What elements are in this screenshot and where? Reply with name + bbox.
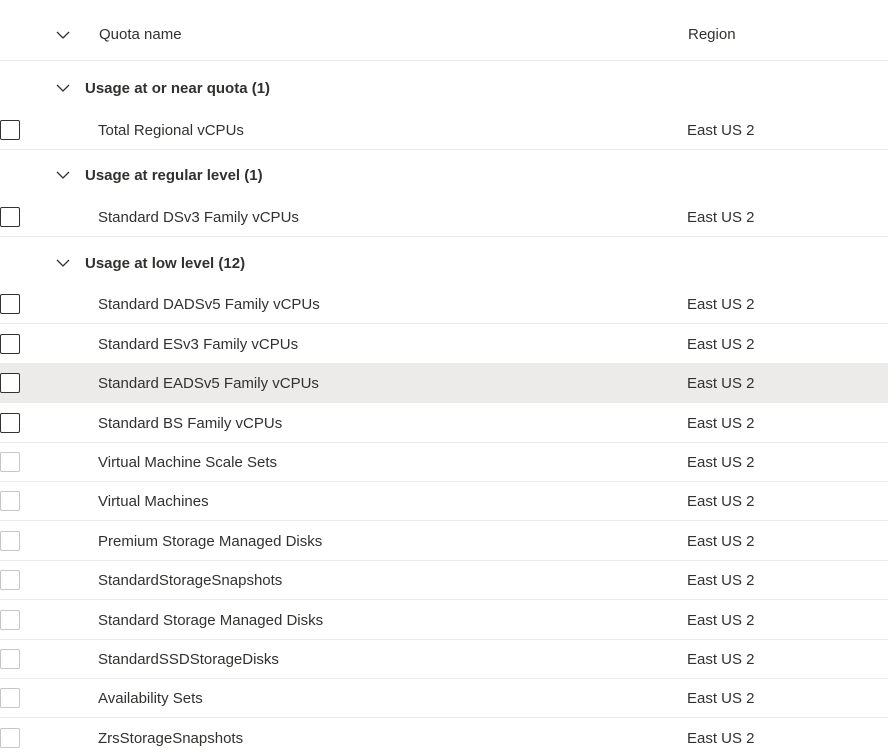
- table-row[interactable]: [0, 198, 888, 237]
- quota-name-cell: Total Regional vCPUs: [98, 122, 244, 139]
- column-header-quota-name[interactable]: Quota name: [99, 26, 182, 43]
- quota-name-cell: StandardStorageSnapshots: [98, 572, 283, 589]
- group-title: Usage at low level (12): [85, 255, 246, 272]
- row-checkbox[interactable]: [0, 413, 20, 433]
- quota-name-cell: Availability Sets: [98, 690, 203, 707]
- region-cell: East US 2: [687, 572, 755, 589]
- quota-name-cell: ZrsStorageSnapshots: [98, 730, 244, 747]
- table-row[interactable]: [0, 640, 888, 679]
- group-title: Usage at or near quota (1): [85, 80, 271, 97]
- row-checkbox[interactable]: [0, 294, 20, 314]
- region-cell: East US 2: [687, 612, 755, 629]
- chevron-down-icon[interactable]: [52, 252, 74, 274]
- row-checkbox[interactable]: [0, 120, 20, 140]
- table-row[interactable]: [0, 601, 888, 640]
- quota-name-cell: Standard BS Family vCPUs: [98, 415, 283, 432]
- row-checkbox[interactable]: [0, 688, 20, 708]
- table-row[interactable]: [0, 285, 888, 324]
- row-checkbox[interactable]: [0, 610, 20, 630]
- quota-name-cell: Premium Storage Managed Disks: [98, 533, 323, 550]
- table-row[interactable]: [0, 111, 888, 150]
- row-checkbox[interactable]: [0, 207, 20, 227]
- quota-name-cell: StandardSSDStorageDisks: [98, 651, 279, 668]
- row-checkbox[interactable]: [0, 334, 20, 354]
- group-header-low-level[interactable]: [0, 238, 888, 286]
- quota-name-cell: Virtual Machine Scale Sets: [98, 454, 277, 471]
- row-checkbox[interactable]: [0, 452, 20, 472]
- table-row[interactable]: [0, 325, 888, 364]
- table-row-hovered[interactable]: [0, 364, 888, 403]
- row-checkbox[interactable]: [0, 373, 20, 393]
- region-cell: East US 2: [687, 296, 755, 313]
- table-row[interactable]: [0, 561, 888, 600]
- row-checkbox[interactable]: [0, 728, 20, 748]
- row-checkbox[interactable]: [0, 649, 20, 669]
- quota-name-cell: Standard EADSv5 Family vCPUs: [98, 375, 319, 392]
- quota-name-cell: Standard DSv3 Family vCPUs: [98, 209, 299, 226]
- quota-name-cell: Standard ESv3 Family vCPUs: [98, 336, 299, 353]
- collapse-all-chevron-icon[interactable]: [52, 24, 74, 46]
- chevron-down-icon[interactable]: [52, 164, 74, 186]
- quota-name-cell: Virtual Machines: [98, 493, 209, 510]
- table-row[interactable]: [0, 404, 888, 443]
- row-checkbox[interactable]: [0, 531, 20, 551]
- table-row[interactable]: [0, 482, 888, 521]
- region-cell: East US 2: [687, 730, 755, 747]
- region-cell: East US 2: [687, 122, 755, 139]
- table-row[interactable]: [0, 522, 888, 561]
- group-header-regular-level[interactable]: [0, 150, 888, 198]
- region-cell: East US 2: [687, 209, 755, 226]
- table-row[interactable]: [0, 443, 888, 482]
- table-row[interactable]: [0, 719, 888, 755]
- chevron-down-icon[interactable]: [52, 77, 74, 99]
- row-checkbox[interactable]: [0, 570, 20, 590]
- region-cell: East US 2: [687, 375, 755, 392]
- region-cell: East US 2: [687, 651, 755, 668]
- quota-name-cell: Standard DADSv5 Family vCPUs: [98, 296, 320, 313]
- column-header-region[interactable]: Region: [688, 26, 736, 43]
- grid-header: [0, 0, 888, 61]
- region-cell: East US 2: [687, 336, 755, 353]
- group-title: Usage at regular level (1): [85, 167, 263, 184]
- region-cell: East US 2: [687, 415, 755, 432]
- region-cell: East US 2: [687, 690, 755, 707]
- table-row[interactable]: [0, 679, 888, 718]
- region-cell: East US 2: [687, 493, 755, 510]
- group-header-near-quota[interactable]: [0, 63, 888, 111]
- row-checkbox[interactable]: [0, 491, 20, 511]
- region-cell: East US 2: [687, 533, 755, 550]
- region-cell: East US 2: [687, 454, 755, 471]
- quota-name-cell: Standard Storage Managed Disks: [98, 612, 324, 629]
